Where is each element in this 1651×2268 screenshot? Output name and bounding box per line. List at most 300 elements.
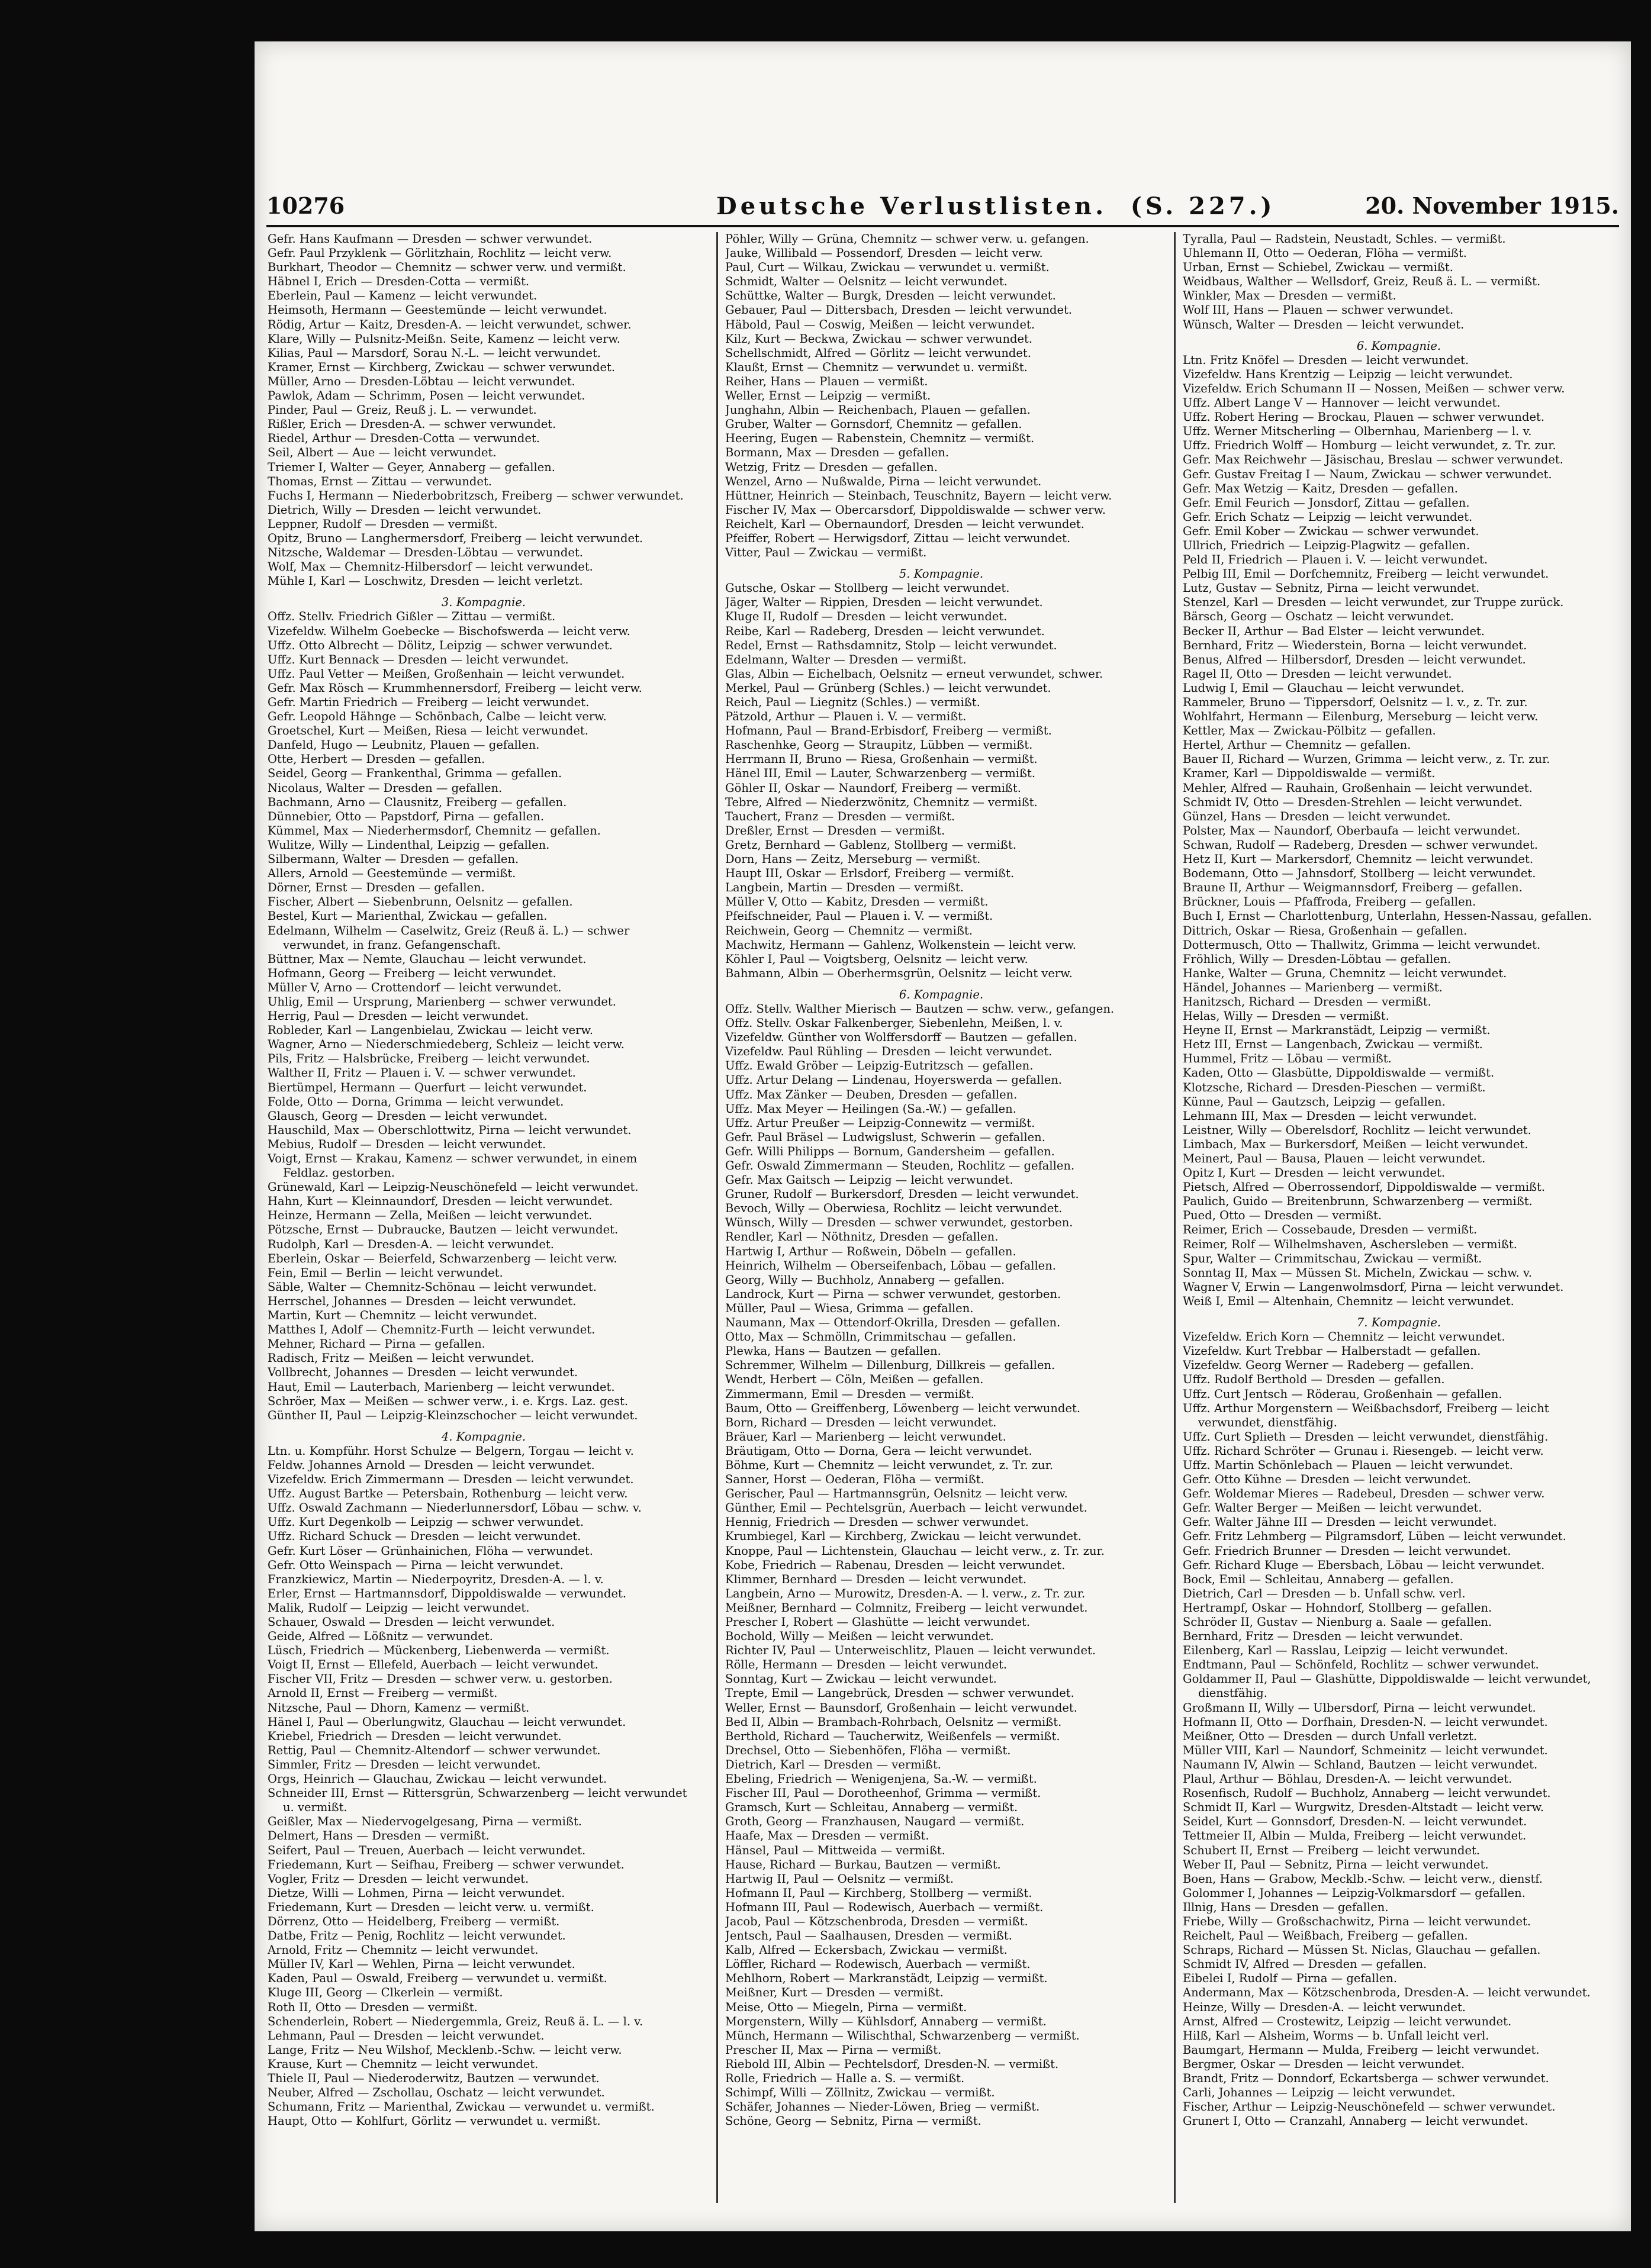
casualty-entry: Hofmann II, Paul — Kirchberg, Stollberg — vermißt. [725,1886,1032,1900]
casualty-entry: Gefr. Paul Przyklenk — Görlitzhain, Rochlitz — leicht verw. [268,246,612,260]
casualty-entry: Opitz I, Kurt — Dresden — leicht verwundet. [1183,1166,1446,1180]
casualty-entry: Göhler II, Oskar — Naundorf, Freiberg — vermißt. [725,781,1021,795]
casualty-entry: Arnold, Fritz — Chemnitz — leicht verwundet. [268,1943,539,1957]
casualty-entry: Kramer, Karl — Dippoldiswalde — vermißt. [1183,766,1436,781]
column-divider [1174,232,1176,2203]
page-date: 20. November 1915. [1365,192,1619,219]
casualty-entry: Wagner V, Erwin — Langenwolmsdorf, Pirna — leicht verwundet. [1183,1280,1564,1294]
casualty-entry: Allers, Arnold — Geestemünde — vermißt. [268,866,516,881]
casualty-entry: Reimer, Rolf — Wilhelmshaven, Aschersleben — vermißt. [1183,1237,1517,1251]
casualty-entry: Häbnel I, Erich — Dresden-Cotta — vermißt. [268,275,530,289]
casualty-entry: Heinze, Hermann — Zella, Meißen — leicht verwundet. [268,1209,593,1223]
section-heading: 4. Kompagnie. [441,1429,526,1444]
casualty-entry: Günzel, Hans — Dresden — leicht verwundet. [1183,809,1451,823]
casualty-entry: Seidel, Georg — Frankenthal, Grimma — gefallen. [268,766,562,781]
casualty-entry: Edelmann, Walter — Dresden — vermißt. [725,652,967,666]
casualty-entry: Ltn. u. Kompführ. Horst Schulze — Belgern, Torgau — leicht v. [268,1444,634,1458]
casualty-entry: Klare, Willy — Pulsnitz-Meißn. Seite, Kamenz — leicht verw. [268,331,620,346]
casualty-entry: Kluge III, Georg — Clkerlein — vermißt. [268,1986,503,2000]
casualty-entry: Schwan, Rudolf — Radeberg, Dresden — schwer verwundet. [1183,837,1538,852]
casualty-entry: Trepte, Emil — Langebrück, Dresden — schwer verwundet. [725,1686,1074,1700]
casualty-entry: Gutsche, Oskar — Stollberg — leicht verwundet. [725,581,1010,595]
casualty-entry: Rudolph, Karl — Dresden-A. — leicht verwundet. [268,1237,554,1251]
casualty-entry: Lüsch, Friedrich — Mückenberg, Liebenwerda — vermißt. [268,1644,610,1658]
casualty-entry: Uffz. Artur Preußer — Leipzig-Connewitz — vermißt. [725,1116,1035,1130]
casualty-entry: Bachmann, Arno — Clausnitz, Freiberg — gefallen. [268,795,567,809]
casualty-entry: Künne, Paul — Gautzsch, Leipzig — gefallen. [1183,1094,1446,1109]
casualty-entry: Seil, Albert — Aue — leicht verwundet. [268,446,497,460]
casualty-entry: Vizefeldw. Hans Krentzig — Leipzig — leicht verwundet. [1183,367,1513,381]
casualty-entry: Gefr. Max Wetzig — Kaitz, Dresden — gefallen. [1183,481,1458,495]
casualty-entry: Benus, Alfred — Hilbersdorf, Dresden — leicht verwundet. [1183,652,1526,666]
casualty-entry: Glausch, Georg — Dresden — leicht verwundet. [268,1109,548,1123]
header-rule [266,225,1619,227]
casualty-entry: Vizefeldw. Erich Zimmermann — Dresden — leicht verwundet. [268,1473,634,1487]
casualty-entry: u. vermißt. [283,1800,347,1815]
spacer [268,1423,700,1430]
casualty-entry: Mehler, Alfred — Rauhain, Großenhain — leicht verwundet. [1183,781,1533,795]
casualty-entry: Büttner, Max — Nemte, Glauchau — leicht verwundet. [268,952,587,966]
casualty-entry: Peld II, Friedrich — Plauen i. V. — leicht verwundet. [1183,553,1488,567]
casualty-entry: Schüttke, Walter — Burgk, Dresden — leicht verwundet. [725,289,1056,303]
casualty-entry: Bernhard, Fritz — Wiederstein, Borna — leicht verwundet. [1183,638,1527,652]
casualty-entry: Prescher I, Robert — Glashütte — leicht verwundet. [725,1615,1031,1629]
casualty-entry: Kümmel, Max — Niederhermsdorf, Chemnitz — gefallen. [268,823,601,837]
casualty-entry: Gefr. Otto Weinspach — Pirna — leicht verwundet. [268,1558,564,1572]
casualty-entry: Schröder II, Gustav — Nienburg a. Saale — gefallen. [1183,1615,1492,1629]
casualty-entry: Ludwig I, Emil — Glauchau — leicht verwundet. [1183,681,1465,695]
casualty-entry: Gramsch, Kurt — Schleitau, Annaberg — vermißt. [725,1800,1018,1815]
casualty-entry: Danfeld, Hugo — Leubnitz, Plauen — gefallen. [268,738,540,752]
casualty-entry: Köhler I, Paul — Voigtsberg, Oelsnitz — leicht verw. [725,952,1028,966]
casualty-entry: Naumann IV, Alwin — Schland, Bautzen — leicht verwundet. [1183,1757,1538,1771]
casualty-entry: Voigt II, Ernst — Ellefeld, Auerbach — leicht verwundet. [268,1658,598,1672]
casualty-entry: Bergmer, Oskar — Dresden — leicht verwundet. [1183,2057,1465,2071]
casualty-entry: Uffz. Paul Vetter — Meißen, Großenhain — leicht verwundet. [268,666,625,681]
casualty-entry: Händel, Johannes — Marienberg — vermißt. [1183,980,1443,994]
casualty-entry: Gefr. Max Rösch — Krummhennersdorf, Freiberg — leicht verw. [268,681,642,695]
spacer [268,588,700,595]
casualty-entry: Gefr. Paul Bräsel — Ludwigslust, Schwerin — gefallen. [725,1130,1045,1144]
casualty-entry: Voigt, Ernst — Krakau, Kamenz — schwer verwundet, in einem [268,1152,638,1165]
casualty-entry: Urban, Ernst — Schiebel, Zwickau — vermißt. [1183,260,1453,275]
casualty-entry: Nitzsche, Waldemar — Dresden-Löbtau — verwundet. [268,546,583,560]
casualty-entry: Dorn, Hans — Zeitz, Merseburg — vermißt. [725,852,981,866]
casualty-entry: Pötzsche, Ernst — Dubraucke, Bautzen — leicht verwundet. [268,1223,619,1237]
casualty-entry: Roth II, Otto — Dresden — vermißt. [268,2000,478,2014]
casualty-entry: Brandt, Fritz — Donndorf, Eckartsberga — schwer verwundet. [1183,2072,1549,2085]
casualty-entry: Gefr. Kurt Löser — Grünhainichen, Flöha — verwundet. [268,1544,593,1558]
casualty-entry: Heering, Eugen — Rabenstein, Chemnitz — vermißt. [725,431,1035,446]
spacer [725,560,1157,567]
casualty-entry: Häbold, Paul — Coswig, Meißen — leicht verwundet. [725,317,1035,331]
casualty-entry: Gefr. Richard Kluge — Ebersbach, Löbau — leicht verwundet. [1183,1558,1545,1572]
casualty-entry: Fischer, Arthur — Leipzig-Neuschönefeld — schwer verwundet. [1183,2100,1556,2114]
casualty-entry: Glas, Albin — Eichelbach, Oelsnitz — erneut verwundet, schwer. [725,666,1103,681]
casualty-entry: Uffz. Martin Schönlebach — Plauen — leicht verwundet. [1183,1458,1513,1472]
casualty-entry: Schröer, Max — Meißen — schwer verw., i. e. Krgs. Laz. gest. [268,1394,629,1408]
casualty-entry: Uffz. Friedrich Wolff — Homburg — leicht verwundet, z. Tr. zur. [1183,439,1556,453]
text-column-1 [268,232,700,2203]
casualty-entry: Hetz II, Kurt — Markersdorf, Chemnitz — leicht verwundet. [1183,852,1534,866]
casualty-entry: Vizefeldw. Wilhelm Goebecke — Bischofswerda — leicht verw. [268,624,630,638]
casualty-entry: Braune II, Arthur — Weigmannsdorf, Freiberg — gefallen. [1183,881,1523,895]
casualty-entry: Säble, Walter — Chemnitz-Schönau — leicht verwundet. [268,1280,597,1294]
spacer [1183,332,1615,339]
casualty-entry: Vizefeldw. Erich Korn — Chemnitz — leicht verwundet. [1183,1330,1505,1344]
newspaper-page [255,41,1631,2231]
casualty-entry: Hertrampf, Oskar — Hohndorf, Stollberg — gefallen. [1183,1600,1492,1615]
casualty-entry: Grunert I, Otto — Cranzahl, Annaberg — leicht verwundet. [1183,2114,1528,2128]
casualty-entry: Malik, Rudolf — Leipzig — leicht verwundet. [268,1600,530,1615]
casualty-entry: Limbach, Max — Burkersdorf, Meißen — leicht verwundet. [1183,1137,1528,1151]
casualty-entry: Dreßler, Ernst — Dresden — vermißt. [725,823,945,837]
casualty-entry: Ltn. Fritz Knöfel — Dresden — leicht verwundet. [1183,353,1469,367]
casualty-entry: Feldw. Johannes Arnold — Dresden — leicht verwundet. [268,1458,595,1472]
casualty-entry: Wulitze, Willy — Lindenthal, Leipzig — gefallen. [268,837,550,852]
casualty-entry: Hilß, Karl — Alsheim, Worms — b. Unfall leicht verl. [1183,2028,1489,2043]
casualty-entry: Bestel, Kurt — Marienthal, Zwickau — gefallen. [268,909,548,923]
casualty-entry: Offz. Stellv. Oskar Falkenberger, Siebenlehn, Meißen, l. v. [725,1016,1063,1030]
casualty-entry: Weller, Ernst — Baunsdorf, Großenhain — leicht verwundet. [725,1700,1077,1715]
casualty-entry: Uffz. Richard Schröter — Grunau i. Riesengeb. — leicht verw. [1183,1444,1544,1458]
casualty-entry: Bauer II, Richard — Wurzen, Grimma — leicht verw., z. Tr. zur. [1183,752,1550,766]
casualty-entry: Gefr. Leopold Hähnge — Schönbach, Calbe — leicht verw. [268,710,607,724]
casualty-entry: Thiele II, Paul — Niederoderwitz, Bautzen — verwundet. [268,2072,600,2085]
casualty-entry: Ullrich, Friedrich — Leipzig-Plagwitz — gefallen. [1183,538,1470,552]
casualty-entry: Friedemann, Kurt — Dresden — leicht verw. u. vermißt. [268,1900,594,1914]
casualty-entry: Eberlein, Paul — Kamenz — leicht verwundet. [268,289,538,303]
casualty-entry: Uffz. Kurt Degenkolb — Leipzig — schwer verwundet. [268,1515,584,1529]
casualty-entry: Reimer, Erich — Cossebaude, Dresden — vermißt. [1183,1223,1478,1237]
casualty-entry: Eberlein, Oskar — Beierfeld, Schwarzenberg — leicht verw. [268,1251,617,1265]
casualty-entry: Lange, Fritz — Neu Wilshof, Mecklenb.-Schw. — leicht verw. [268,2043,622,2057]
casualty-entry: Rolle, Friedrich — Halle a. S. — vermißt. [725,2072,965,2085]
casualty-entry: Hänel I, Paul — Oberlungwitz, Glauchau — leicht verwundet. [268,1715,626,1729]
casualty-entry: Schöne, Georg — Sebnitz, Pirna — vermißt. [725,2114,981,2128]
casualty-entry: Grünewald, Karl — Leipzig-Neuschönefeld — leicht verwundet. [268,1180,639,1194]
casualty-entry: Klotzsche, Richard — Dresden-Pieschen — vermißt. [1183,1080,1486,1094]
casualty-entry: Gefr. Friedrich Brunner — Dresden — leicht verwundet. [1183,1544,1511,1558]
casualty-entry: Friebe, Willy — Großschachwitz, Pirna — leicht verwundet. [1183,1914,1531,1928]
casualty-entry: Müller, Paul — Wiesa, Grimma — gefallen. [725,1301,974,1315]
casualty-entry: Kriebel, Friedrich — Dresden — leicht verwundet. [268,1729,562,1743]
casualty-entry: Matthes I, Adolf — Chemnitz-Furth — leicht verwundet. [268,1323,596,1337]
casualty-entry: Gretz, Bernhard — Gablenz, Stollberg — vermißt. [725,837,1017,852]
casualty-entry: Junghahn, Albin — Reichenbach, Plauen — gefallen. [725,403,1031,417]
casualty-entry: Merkel, Paul — Grünberg (Schles.) — leicht verwundet. [725,681,1051,695]
casualty-entry: Gefr. Max Reichwehr — Jäsischau, Breslau — schwer verwundet. [1183,453,1563,467]
casualty-entry: Pued, Otto — Dresden — vermißt. [1183,1209,1382,1223]
casualty-entry: Hofmann, Georg — Freiberg — leicht verwundet. [268,966,556,980]
casualty-entry: Machwitz, Hermann — Gahlenz, Wolkenstein — leicht verw. [725,938,1076,952]
casualty-entry: Vizefeldw. Georg Werner — Radeberg — gefallen. [1183,1358,1474,1373]
casualty-entry: Biertümpel, Hermann — Querfurt — leicht verwundet. [268,1080,587,1094]
text-column-2 [725,232,1157,2203]
casualty-entry: Reichwein, Georg — Chemnitz — vermißt. [725,923,973,938]
casualty-entry: Georg, Willy — Buchholz, Annaberg — gefallen. [725,1272,1005,1287]
casualty-entry: Haupt, Otto — Kohlfurt, Görlitz — verwundet u. vermißt. [268,2114,601,2128]
casualty-entry: Offz. Stellv. Friedrich Gißler — Zittau — vermißt. [268,610,556,624]
casualty-entry: Born, Richard — Dresden — leicht verwundet. [725,1415,997,1429]
casualty-entry: Edelmann, Wilhelm — Caselwitz, Greiz (Reuß ä. L.) — schwer [268,923,630,938]
casualty-entry: Boen, Hans — Grabow, Mecklb.-Schw. — leicht verw., dienstf. [1183,1871,1543,1886]
casualty-entry: Gruner, Rudolf — Burkersdorf, Dresden — leicht verwundet. [725,1187,1079,1201]
casualty-entry: Gruber, Walter — Gornsdorf, Chemnitz — gefallen. [725,417,1022,431]
casualty-entry: Gefr. Hans Kaufmann — Dresden — schwer verwundet. [268,232,593,246]
casualty-entry: Tettmeier II, Albin — Mulda, Freiberg — leicht verwundet. [1183,1829,1527,1843]
casualty-entry: Müller V, Otto — Kabitz, Dresden — vermißt. [725,895,989,909]
casualty-entry: Gerischer, Paul — Hartmannsgrün, Oelsnitz — leicht verw. [725,1487,1068,1501]
casualty-entry: Leppner, Rudolf — Dresden — vermißt. [268,517,498,531]
casualty-entry: Fein, Emil — Berlin — leicht verwundet. [268,1265,503,1280]
casualty-entry: Dittrich, Oskar — Riesa, Großenhain — gefallen. [1183,923,1467,938]
casualty-entry: Plewka, Hans — Bautzen — gefallen. [725,1344,941,1358]
casualty-entry: Seidel, Kurt — Gonnsdorf, Dresden-N. — leicht verwundet. [1183,1815,1527,1829]
casualty-entry: Pfeiffer, Robert — Herwigsdorf, Zittau — leicht verwundet. [725,531,1071,545]
casualty-entry: Müller VIII, Karl — Naundorf, Schmeinitz — leicht verwundet. [1183,1743,1548,1757]
casualty-entry: Walther II, Fritz — Plauen i. V. — schwer verwundet. [268,1066,576,1080]
casualty-entry: Orgs, Heinrich — Glauchau, Zwickau — leicht verwundet. [268,1772,607,1786]
casualty-entry: Krumbiegel, Karl — Kirchberg, Zwickau — leicht verwundet. [725,1529,1082,1544]
casualty-entry: Krause, Kurt — Chemnitz — leicht verwundet. [268,2057,539,2071]
casualty-entry: Wenzel, Arno — Nußwalde, Pirna — leicht verwundet. [725,474,1042,488]
casualty-entry: Münch, Hermann — Wilischthal, Schwarzenberg — vermißt. [725,2028,1080,2043]
casualty-entry: Uffz. Werner Mitscherling — Olbernhau, Marienberg — l. v. [1183,424,1532,439]
casualty-entry: Prescher II, Max — Pirna — vermißt. [725,2043,942,2057]
casualty-entry: Meißner, Otto — Dresden — durch Unfall verletzt. [1183,1729,1478,1743]
casualty-entry: Mehner, Richard — Pirna — gefallen. [268,1337,485,1351]
casualty-entry: Hauschild, Max — Oberschlottwitz, Pirna — leicht verwundet. [268,1123,632,1137]
casualty-entry: Meißner, Kurt — Dresden — vermißt. [725,1986,944,2000]
casualty-entry: Bed II, Albin — Brambach-Rohrbach, Oelsnitz — vermißt. [725,1715,1062,1729]
casualty-entry: Günther, Emil — Pechtelsgrün, Auerbach — leicht verwundet. [725,1501,1087,1515]
casualty-entry: Winkler, Max — Dresden — vermißt. [1183,289,1396,303]
casualty-entry: Langbein, Arno — Murowitz, Dresden-A. — l. verw., z. Tr. zur. [725,1586,1086,1600]
casualty-entry: Hüttner, Heinrich — Steinbach, Teuschnitz, Bayern — leicht verw. [725,488,1112,502]
casualty-entry: Schauer, Oswald — Dresden — leicht verwundet. [268,1615,555,1629]
casualty-entry: Baum, Otto — Greiffenberg, Löwenberg — leicht verwundet. [725,1401,1081,1415]
casualty-entry: Herrschel, Johannes — Dresden — leicht verwundet. [268,1294,577,1308]
casualty-entry: Illnig, Hans — Dresden — gefallen. [1183,1900,1389,1914]
casualty-entry: Uffz. Robert Hering — Brockau, Plauen — schwer verwundet. [1183,410,1545,424]
casualty-entry: Schmidt II, Karl — Wurgwitz, Dresden-Altstadt — leicht verw. [1183,1800,1544,1815]
casualty-entry: Uffz. Oswald Zachmann — Niederlunnersdorf, Löbau — schw. v. [268,1501,642,1515]
casualty-entry: Wünsch, Walter — Dresden — leicht verwundet. [1183,317,1465,331]
casualty-entry: Pelbig III, Emil — Dorfchemnitz, Freiberg — leicht verwundet. [1183,567,1549,581]
casualty-entry: Schneider III, Ernst — Rittersgrün, Schwarzenberg — leicht verwundet [268,1786,687,1800]
casualty-entry: Klimmer, Bernhard — Dresden — leicht verwundet. [725,1572,1027,1586]
casualty-entry: Mühle I, Karl — Loschwitz, Dresden — leicht verletzt. [268,574,583,588]
casualty-entry: Eilenberg, Karl — Rasslau, Leipzig — leicht verwundet. [1183,1644,1508,1658]
casualty-entry: Bochold, Willy — Meißen — leicht verwundet. [725,1629,994,1644]
casualty-entry: Lehmann III, Max — Dresden — leicht verwundet. [1183,1109,1477,1123]
casualty-entry: Gefr. Max Gaitsch — Leipzig — leicht verwundet. [725,1173,1013,1187]
casualty-entry: Wohlfahrt, Hermann — Eilenburg, Merseburg — leicht verw. [1183,710,1539,724]
casualty-entry: Burkhart, Theodor — Chemnitz — schwer verw. und vermißt. [268,260,626,275]
casualty-entry: Pöhler, Willy — Grüna, Chemnitz — schwer verw. u. gefangen. [725,232,1089,246]
casualty-entry: Dietrich, Karl — Dresden — vermißt. [725,1757,941,1771]
casualty-entry: Schimpf, Willi — Zöllnitz, Zwickau — vermißt. [725,2086,995,2100]
casualty-entry: Golommer I, Johannes — Leipzig-Volkmarsdorf — gefallen. [1183,1886,1526,1900]
casualty-entry: Haut, Emil — Lauterbach, Marienberg — leicht verwundet. [268,1380,615,1394]
casualty-entry: Rendler, Karl — Nöthnitz, Dresden — gefallen. [725,1230,999,1244]
casualty-entry: Kettler, Max — Zwickau-Pölbitz — gefallen. [1183,724,1436,738]
casualty-entry: Thomas, Ernst — Zittau — verwundet. [268,474,492,488]
casualty-entry: Weber II, Paul — Sebnitz, Pirna — leicht verwundet. [1183,1857,1489,1871]
casualty-entry: Bernhard, Fritz — Dresden — leicht verwundet. [1183,1629,1463,1644]
casualty-entry: Paulich, Guido — Breitenbrunn, Schwarzenberg — vermißt. [1183,1194,1533,1209]
casualty-entry: Schäfer, Johannes — Nieder-Löwen, Brieg — vermißt. [725,2100,1040,2114]
casualty-entry: Löffler, Richard — Rodewisch, Auerbach — vermißt. [725,1957,1031,1971]
casualty-entry: Pietsch, Alfred — Oberrossendorf, Dippoldiswalde — vermißt. [1183,1180,1546,1194]
casualty-entry: Nitzsche, Paul — Dhorn, Kamenz — vermißt. [268,1700,530,1715]
casualty-entry: Fischer IV, Max — Obercarsdorf, Dippoldiswalde — schwer verw. [725,502,1106,517]
casualty-entry: Redel, Ernst — Rathsdamnitz, Stolp — leicht verwundet. [725,638,1057,652]
casualty-entry: Weller, Ernst — Leipzig — vermißt. [725,389,931,403]
spacer [725,981,1157,988]
casualty-entry: Wünsch, Willy — Dresden — schwer verwundet, gestorben. [725,1216,1073,1230]
casualty-entry: Meißner, Bernhard — Colmnitz, Freiberg — leicht verwundet. [725,1600,1088,1615]
casualty-entry: Hertel, Arthur — Chemnitz — gefallen. [1183,738,1411,752]
casualty-entry: Fischer VII, Fritz — Dresden — schwer verw. u. gestorben. [268,1672,613,1686]
casualty-entry: Hummel, Fritz — Löbau — vermißt. [1183,1052,1392,1066]
casualty-entry: Zimmermann, Emil — Dresden — vermißt. [725,1387,975,1401]
casualty-entry: Hanitzsch, Richard — Dresden — vermißt. [1183,994,1431,1009]
casualty-entry: Tauchert, Franz — Dresden — vermißt. [725,809,955,823]
casualty-entry: Kluge II, Rudolf — Dresden — leicht verwundet. [725,610,1008,624]
casualty-entry: Bock, Emil — Schleitau, Annaberg — gefallen. [1183,1572,1454,1586]
casualty-entry: Bräuer, Karl — Marienberg — leicht verwundet. [725,1429,1006,1444]
casualty-entry: Gefr. Emil Kober — Zwickau — schwer verwundet. [1183,524,1479,538]
casualty-entry: Franzkiewicz, Martin — Niederpoyritz, Dresden-A. — l. v. [268,1572,604,1586]
casualty-entry: Groetschel, Kurt — Meißen, Riesa — leicht verwundet. [268,724,588,738]
casualty-entry: Rödig, Artur — Kaitz, Dresden-A. — leicht verwundet, schwer. [268,317,632,331]
casualty-entry: Ebeling, Friedrich — Wenigenjena, Sa.-W. — vermißt. [725,1772,1037,1786]
casualty-entry: Fuchs I, Hermann — Niederbobritzsch, Freiberg — schwer verwundet. [268,488,684,502]
casualty-entry: Vizefeldw. Kurt Trebbar — Halberstadt — gefallen. [1183,1344,1481,1358]
casualty-entry: Morgenstern, Willy — Kühlsdorf, Annaberg — vermißt. [725,2014,1047,2028]
casualty-entry: Schmidt IV, Otto — Dresden-Strehlen — leicht verwundet. [1183,795,1523,809]
casualty-entry: Bevoch, Willy — Oberwiesa, Rochlitz — leicht verwundet. [725,1201,1063,1216]
casualty-entry: Müller V, Arno — Crottendorf — leicht verwundet. [268,980,562,994]
casualty-entry: Polster, Max — Naundorf, Oberbaufa — leicht verwundet. [1183,823,1521,837]
casualty-entry: Vogler, Fritz — Dresden — leicht verwundet. [268,1871,529,1886]
casualty-entry: Neuber, Alfred — Zschollau, Oschatz — leicht verwundet. [268,2086,605,2100]
casualty-entry: Jauke, Willibald — Possendorf, Dresden — leicht verw. [725,246,1043,260]
casualty-entry: Kobe, Friedrich — Rabenau, Dresden — leicht verwundet. [725,1558,1066,1572]
section-heading: 7. Kompagnie. [1356,1316,1441,1330]
casualty-entry: Langbein, Martin — Dresden — vermißt. [725,881,964,895]
casualty-entry: Uffz. Ewald Gröber — Leipzig-Eutritzsch — gefallen. [725,1059,1034,1073]
casualty-entry: Vitter, Paul — Zwickau — vermißt. [725,546,927,560]
casualty-entry: Eibelei I, Rudolf — Pirna — gefallen. [1183,1971,1398,1986]
casualty-entry: Fischer III, Paul — Dorotheenhof, Grimma — vermißt. [725,1786,1041,1800]
casualty-entry: Carli, Johannes — Leipzig — leicht verwundet. [1183,2086,1456,2100]
casualty-entry: dienstfähig. [1198,1686,1267,1700]
casualty-entry: Hänsel, Paul — Mittweida — vermißt. [725,1843,945,1857]
casualty-entry: Sanner, Horst — Oederan, Flöha — vermißt. [725,1473,984,1487]
casualty-entry: Seifert, Paul — Treuen, Auerbach — leicht verwundet. [268,1843,586,1857]
casualty-entry: Friedemann, Kurt — Seifhau, Freiberg — schwer verwundet. [268,1857,625,1871]
casualty-entry: Reich, Paul — Liegnitz (Schles.) — vermißt. [725,695,980,709]
casualty-entry: Weidbaus, Walther — Wellsdorf, Greiz, Reuß ä. L. — vermißt. [1183,275,1541,289]
casualty-entry: Tebre, Alfred — Niederzwönitz, Chemnitz — vermißt. [725,795,1038,809]
casualty-entry: Vollbrecht, Johannes — Dresden — leicht verwundet. [268,1365,578,1380]
casualty-entry: Weiß I, Emil — Altenhain, Chemnitz — leicht verwundet. [1183,1294,1514,1308]
casualty-entry: Hofmann, Paul — Brand-Erbisdorf, Freiberg — vermißt. [725,724,1052,738]
casualty-entry: Pils, Fritz — Halsbrücke, Freiberg — leicht verwundet. [268,1052,590,1066]
casualty-entry: Schubert II, Ernst — Freiberg — leicht verwundet. [1183,1843,1481,1857]
casualty-entry: Martin, Kurt — Chemnitz — leicht verwundet. [268,1309,538,1323]
casualty-entry: verwundet, in franz. Gefangenschaft. [283,938,501,952]
casualty-entry: Arnst, Alfred — Crostewitz, Leipzig — leicht verwundet. [1183,2014,1512,2028]
casualty-entry: Uffz. Rudolf Berthold — Dresden — gefallen. [1183,1373,1445,1387]
casualty-entry: Hause, Richard — Burkau, Bautzen — vermißt. [725,1857,1001,1871]
casualty-entry: Schumann, Fritz — Marienthal, Zwickau — verwundet u. vermißt. [268,2100,655,2114]
casualty-entry: Bodemann, Otto — Jahnsdorf, Stollberg — leicht verwundet. [1183,866,1536,881]
section-heading: 3. Kompagnie. [441,595,526,610]
casualty-entry: Naumann, Max — Ottendorf-Okrilla, Dresden — gefallen. [725,1316,1061,1330]
casualty-entry: Gefr. Otto Kühne — Dresden — leicht verwundet. [1183,1473,1472,1487]
casualty-entry: Drechsel, Otto — Siebenhöfen, Flöha — vermißt. [725,1743,1011,1757]
casualty-entry: Heinrich, Wilhelm — Oberseifenbach, Löbau — gefallen. [725,1258,1056,1272]
spacer [1183,1309,1615,1316]
casualty-entry: Gefr. Gustav Freitag I — Naum, Zwickau — schwer verwundet. [1183,467,1552,481]
casualty-entry: Andermann, Max — Kötzschenbroda, Dresden-A. — leicht verwundet. [1183,1986,1591,2000]
casualty-entry: Folde, Otto — Dorna, Grimma — leicht verwundet. [268,1094,564,1109]
casualty-entry: Hennig, Friedrich — Dresden — schwer verwundet. [725,1515,1029,1529]
section-heading: 5. Kompagnie. [899,567,984,581]
casualty-entry: Böhme, Kurt — Chemnitz — leicht verwundet, z. Tr. zur. [725,1458,1054,1472]
casualty-entry: Kalb, Alfred — Eckersbach, Zwickau — vermißt. [725,1943,1008,1957]
casualty-entry: Bräutigam, Otto — Dorna, Gera — leicht verwundet. [725,1444,1032,1458]
casualty-entry: Hahn, Kurt — Kleinnaundorf, Dresden — leicht verwundet. [268,1194,613,1209]
casualty-entry: Berthold, Richard — Taucherwitz, Weißenfels — vermißt. [725,1729,1060,1743]
casualty-entry: Helas, Willy — Dresden — vermißt. [1183,1009,1389,1023]
casualty-entry: Wagner, Arno — Niederschmiedeberg, Schleiz — leicht verw. [268,1038,625,1052]
casualty-entry: Uhlemann II, Otto — Oederan, Flöha — vermißt. [1183,246,1467,260]
casualty-entry: Tyralla, Paul — Radstein, Neustadt, Schles. — vermißt. [1183,232,1506,246]
casualty-entry: Datbe, Fritz — Penig, Rochlitz — leicht verwundet. [268,1929,566,1943]
page-number: 10276 [266,192,345,219]
casualty-entry: Bormann, Max — Dresden — gefallen. [725,446,950,460]
casualty-entry: Herrmann II, Bruno — Riesa, Großenhain — vermißt. [725,752,1038,766]
casualty-entry: Riedel, Arthur — Dresden-Cotta — verwundet. [268,431,540,446]
casualty-entry: Rölle, Hermann — Dresden — leicht verwundet. [725,1658,1008,1672]
casualty-entry: Gefr. Walter Berger — Meißen — leicht verwundet. [1183,1501,1482,1515]
casualty-entry: Uhlig, Emil — Ursprung, Marienberg — schwer verwundet. [268,994,616,1009]
subtitle-text: (S. 227.) [1130,192,1276,220]
casualty-entry: Otte, Herbert — Dresden — gefallen. [268,752,485,766]
casualty-entry: Reiher, Hans — Plauen — vermißt. [725,374,928,388]
casualty-entry: Robleder, Karl — Langenbielau, Zwickau — leicht verw. [268,1023,593,1038]
casualty-entry: Groth, Georg — Franzhausen, Naugard — vermißt. [725,1815,1025,1829]
casualty-entry: Gefr. Martin Friedrich — Freiberg — leicht verwundet. [268,695,590,709]
casualty-entry: Uffz. Otto Albrecht — Dölitz, Leipzig — schwer verwundet. [268,638,613,652]
casualty-entry: Gefr. Oswald Zimmermann — Steuden, Rochlitz — gefallen. [725,1159,1075,1172]
casualty-entry: Schellschmidt, Alfred — Görlitz — leicht verwundet. [725,346,1031,360]
casualty-entry: Uffz. Curt Jentsch — Röderau, Großenhain — gefallen. [1183,1387,1502,1401]
casualty-entry: Knoppe, Paul — Lichtenstein, Glauchau — leicht verw., z. Tr. zur. [725,1544,1105,1558]
casualty-entry: Plaul, Arthur — Böhlau, Dresden-A. — leicht verwundet. [1183,1772,1512,1786]
casualty-entry: Dietze, Willi — Lohmen, Pirna — leicht verwundet. [268,1886,565,1900]
text-column-3 [1183,232,1615,2203]
casualty-entry: Uffz. Kurt Bennack — Dresden — leicht verwundet. [268,652,569,666]
casualty-entry: Lutz, Gustav — Sebnitz, Pirna — leicht verwundet. [1183,581,1480,595]
casualty-entry: Schenderlein, Robert — Niedergemmla, Greiz, Reuß ä. L. — l. v. [268,2014,643,2028]
casualty-entry: Jacob, Paul — Kötzschenbroda, Dresden — vermißt. [725,1914,1028,1928]
